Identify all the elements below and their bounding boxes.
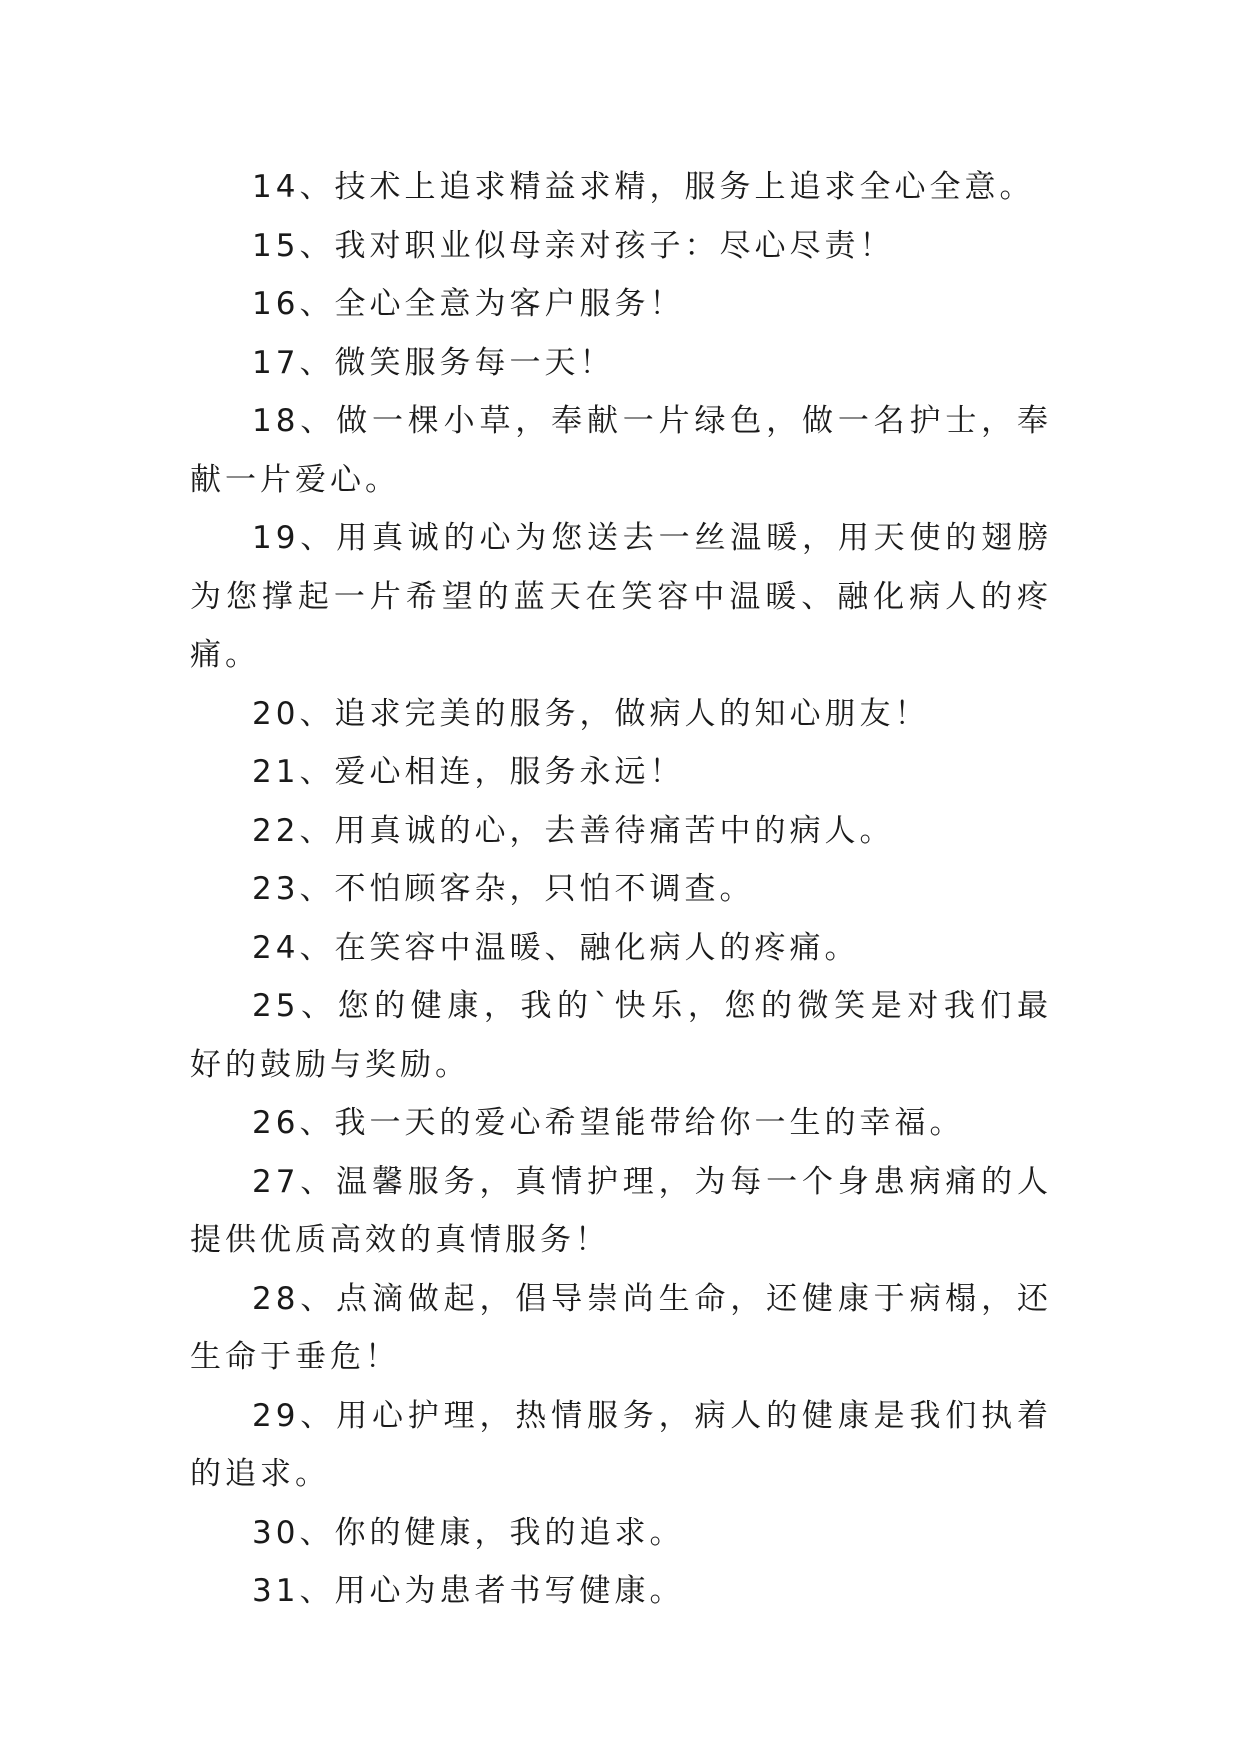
- paragraph-20: 20、追求完美的服务，做病人的知心朋友！: [252, 695, 930, 732]
- paragraph-21: 21、爱心相连，服务永远！: [252, 754, 685, 790]
- paragraph-30: 30、你的健康，我的追求。: [252, 1514, 685, 1551]
- paragraph-31: 31、用心为患者书写健康。: [252, 1573, 685, 1609]
- paragraph-27: 27、温馨服务，真情护理，为每一个身患病痛的人提供优质高效的真情服务！: [190, 1163, 1052, 1258]
- paragraph-24: 24、在笑容中温暖、融化病人的疼痛。: [252, 929, 860, 966]
- paragraph-25: 25、您的健康，我的`快乐，您的微笑是对我们最好的鼓励与奖励。: [190, 988, 1052, 1083]
- paragraph-14: 14、技术上追求精益求精，服务上追求全心全意。: [252, 169, 1035, 205]
- paragraph-15: 15、我对职业似母亲对孩子：尽心尽责！: [252, 227, 895, 264]
- paragraph-22: 22、用真诚的心，去善待痛苦中的病人。: [252, 812, 895, 849]
- paragraph-19: 19、用真诚的心为您送去一丝温暖，用天使的翅膀为您撑起一片希望的蓝天在笑容中温暖、融化病人的疼痛。: [190, 520, 1052, 673]
- paragraph-26: 26、我一天的爱心希望能带给你一生的幸福。: [252, 1105, 965, 1141]
- paragraph-23: 23、不怕顾客杂，只怕不调查。: [252, 871, 755, 907]
- document-body: [190, 158, 1052, 1621]
- paragraph-17: 17、微笑服务每一天！: [252, 344, 615, 381]
- paragraph-16: 16、全心全意为客户服务！: [252, 286, 685, 322]
- paragraph-18: 18、做一棵小草，奉献一片绿色，做一名护士，奉献一片爱心。: [190, 403, 1052, 498]
- paragraph-29: 29、用心护理，热情服务，病人的健康是我们执着的追求。: [190, 1397, 1052, 1492]
- paragraph-28: 28、点滴做起，倡导崇尚生命，还健康于病榻，还生命于垂危！: [190, 1280, 1052, 1375]
